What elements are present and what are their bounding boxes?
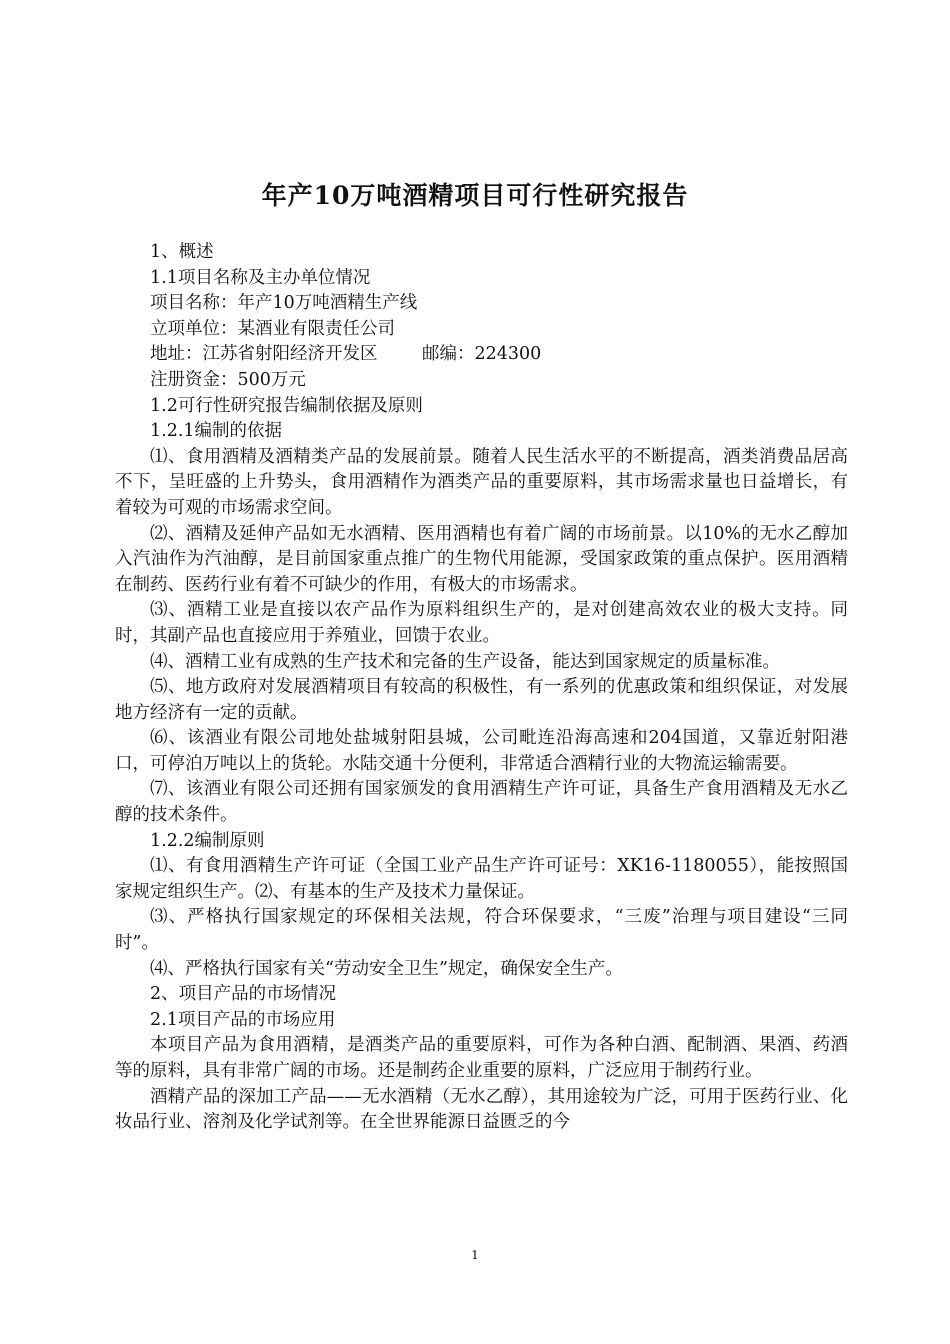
body-paragraph: ⑴、有食用酒精生产许可证（全国工业产品生产许可证号：XK16-1180055），能按照国家规定组织生产。⑵、有基本的生产及技术力量保证。 <box>115 856 848 902</box>
body-paragraph: ⑺、该酒业有限公司还拥有国家颁发的食用酒精生产许可证，具备生产食用酒精及无水乙醇的技术条件。 <box>115 779 848 826</box>
section-heading: 2、项目产品的市场情况 <box>150 984 337 1005</box>
section-heading: 1、概述 <box>150 242 214 262</box>
body-paragraph: 本项目产品为食用酒精，是酒类产品的重要原料，可作为各种白酒、配制酒、果酒、药酒等的原料，具有非常广阔的市场。还是制药企业重要的原料，广泛应用于制药行业。 <box>115 1035 848 1081</box>
body-paragraph: ⑷、酒精工业有成熟的生产技术和完备的生产设备，能达到国家规定的质量标准。 <box>150 651 780 672</box>
project-name-line: 项目名称：年产10万吨酒精生产线 <box>150 293 418 314</box>
body-paragraph: ⑴、食用酒精及酒精类产品的发展前景。随着人民生活水平的不断提高，酒类消费品居高不下，呈旺盛的上升势头，食用酒精作为酒类产品的重要原料，其市场需求量也日益增长，有着较为可观的市场需求空间。 <box>115 446 848 518</box>
address-line: 地址：江苏省射阳经济开发区 邮编：224300 <box>150 344 542 365</box>
page-number: 1 <box>471 1248 479 1262</box>
project-unit-line: 立项单位：某酒业有限责任公司 <box>150 318 395 339</box>
subsection-heading: 1.2.2编制原则 <box>150 830 265 851</box>
subsection-heading: 1.2.1编制的依据 <box>150 421 283 442</box>
capital-line: 注册资金：500万元 <box>150 369 306 390</box>
body-paragraph: ⑶、严格执行国家规定的环保相关法规，符合环保要求，“三废”治理与项目建设“三同时”。 <box>115 907 848 954</box>
document-title: 年产10万吨酒精项目可行性研究报告 <box>261 181 689 210</box>
body-paragraph: 酒精产品的深加工产品——无水酒精（无水乙醇），其用途较为广泛，可用于医药行业、化妆品行业、溶剂及化学试剂等。在全世界能源日益匮乏的今 <box>115 1086 848 1133</box>
subsection-heading: 1.2可行性研究报告编制依据及原则 <box>150 395 423 416</box>
subsection-heading: 2.1项目产品的市场应用 <box>150 1009 336 1030</box>
subsection-heading: 1.1项目名称及主办单位情况 <box>150 267 371 288</box>
document-body <box>115 240 848 1136</box>
body-paragraph: ⑶、酒精工业是直接以农产品作为原料组织生产的，是对创建高效农业的极大支持。同时，其副产品也直接应用于养殖业，回馈于农业。 <box>115 600 848 646</box>
body-paragraph: ⑸、地方政府对发展酒精项目有较高的积极性，有一系列的优惠政策和组织保证，对发展地方经济有一定的贡献。 <box>115 677 848 723</box>
body-paragraph: ⑵、酒精及延伸产品如无水酒精、医用酒精也有着广阔的市场前景。以10%的无水乙醇加入汽油作为汽油醇，是目前国家重点推广的生物代用能源，受国家政策的重点保护。医用酒精在制药、医药行业有着不可缺少的作用，有极大的市场需求。 <box>115 523 848 595</box>
body-paragraph: ⑷、严格执行国家有关“劳动安全卫生”规定，确保安全生产。 <box>150 958 623 979</box>
body-paragraph: ⑹、该酒业有限公司地处盐城射阳县城，公司毗连沿海高速和204国道，又靠近射阳港口，可停泊万吨以上的货轮。水陆交通十分便利，非常适合酒精行业的大物流运输需要。 <box>115 728 848 774</box>
